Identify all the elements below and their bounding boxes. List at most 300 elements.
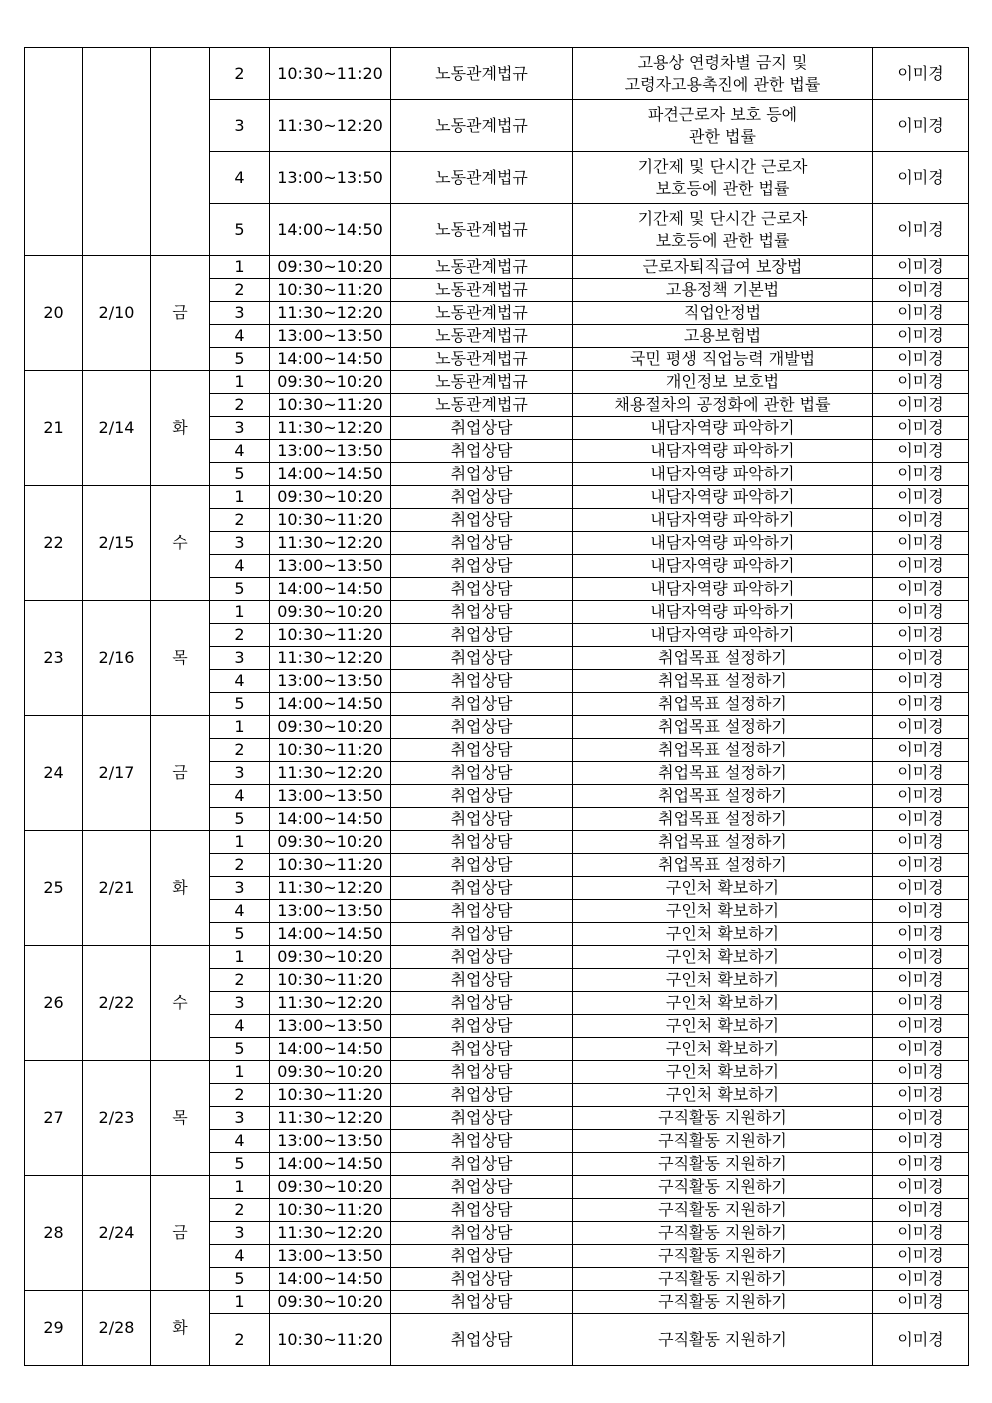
table-row xyxy=(25,48,969,100)
weekday-cell: 수 xyxy=(151,486,210,601)
time-cell: 14:00~14:50 xyxy=(270,1038,391,1061)
topic-cell: 취업목표 설정하기 xyxy=(573,739,873,762)
instructor-cell: 이미경 xyxy=(873,417,969,440)
topic-cell: 취업목표 설정하기 xyxy=(573,716,873,739)
subject-cell: 취업상담 xyxy=(391,739,573,762)
subject-cell: 취업상담 xyxy=(391,555,573,578)
period-cell: 1 xyxy=(210,1061,270,1084)
time-cell: 11:30~12:20 xyxy=(270,647,391,670)
subject-cell: 노동관계법규 xyxy=(391,256,573,279)
period-cell: 2 xyxy=(210,394,270,417)
topic-cell: 구직활동 지원하기 xyxy=(573,1245,873,1268)
time-cell: 10:30~11:20 xyxy=(270,1199,391,1222)
time-cell: 10:30~11:20 xyxy=(270,739,391,762)
instructor-cell: 이미경 xyxy=(873,578,969,601)
instructor-cell: 이미경 xyxy=(873,601,969,624)
instructor-cell: 이미경 xyxy=(873,302,969,325)
instructor-cell: 이미경 xyxy=(873,1084,969,1107)
period-cell: 4 xyxy=(210,670,270,693)
time-cell: 13:00~13:50 xyxy=(270,555,391,578)
weekday-cell: 화 xyxy=(151,371,210,486)
instructor-cell: 이미경 xyxy=(873,693,969,716)
time-cell: 11:30~12:20 xyxy=(270,532,391,555)
subject-cell: 취업상담 xyxy=(391,877,573,900)
subject-cell: 취업상담 xyxy=(391,1245,573,1268)
topic-cell: 내담자역량 파악하기 xyxy=(573,532,873,555)
date-cell: 2/10 xyxy=(83,256,151,371)
subject-cell: 취업상담 xyxy=(391,1222,573,1245)
day-number-cell: 21 xyxy=(25,371,83,486)
period-cell: 1 xyxy=(210,371,270,394)
day-number-cell: 29 xyxy=(25,1291,83,1366)
time-cell: 10:30~11:20 xyxy=(270,279,391,302)
table-row xyxy=(25,1061,969,1084)
period-cell: 5 xyxy=(210,808,270,831)
day-number-cell: 27 xyxy=(25,1061,83,1176)
topic-cell: 구직활동 지원하기 xyxy=(573,1130,873,1153)
subject-cell: 취업상담 xyxy=(391,624,573,647)
weekday-cell: 금 xyxy=(151,1176,210,1291)
subject-cell: 취업상담 xyxy=(391,601,573,624)
instructor-cell: 이미경 xyxy=(873,1038,969,1061)
period-cell: 4 xyxy=(210,1015,270,1038)
instructor-cell: 이미경 xyxy=(873,348,969,371)
instructor-cell: 이미경 xyxy=(873,969,969,992)
subject-cell: 취업상담 xyxy=(391,417,573,440)
date-cell: 2/22 xyxy=(83,946,151,1061)
topic-cell: 내담자역량 파악하기 xyxy=(573,601,873,624)
instructor-cell: 이미경 xyxy=(873,1222,969,1245)
time-cell: 14:00~14:50 xyxy=(270,1153,391,1176)
subject-cell: 취업상담 xyxy=(391,532,573,555)
day-number-cell: 22 xyxy=(25,486,83,601)
time-cell: 14:00~14:50 xyxy=(270,578,391,601)
subject-cell: 노동관계법규 xyxy=(391,371,573,394)
instructor-cell: 이미경 xyxy=(873,555,969,578)
date-cell: 2/16 xyxy=(83,601,151,716)
time-cell: 13:00~13:50 xyxy=(270,1245,391,1268)
time-cell: 10:30~11:20 xyxy=(270,624,391,647)
day-number-cell: 24 xyxy=(25,716,83,831)
period-cell: 5 xyxy=(210,204,270,256)
date-cell xyxy=(83,48,151,256)
instructor-cell: 이미경 xyxy=(873,1130,969,1153)
time-cell: 14:00~14:50 xyxy=(270,463,391,486)
period-cell: 1 xyxy=(210,1291,270,1314)
instructor-cell: 이미경 xyxy=(873,440,969,463)
topic-cell: 개인정보 보호법 xyxy=(573,371,873,394)
period-cell: 5 xyxy=(210,1268,270,1291)
period-cell: 1 xyxy=(210,831,270,854)
subject-cell: 취업상담 xyxy=(391,900,573,923)
topic-cell: 내담자역량 파악하기 xyxy=(573,486,873,509)
subject-cell: 노동관계법규 xyxy=(391,302,573,325)
instructor-cell: 이미경 xyxy=(873,204,969,256)
instructor-cell: 이미경 xyxy=(873,1176,969,1199)
topic-cell: 구인처 확보하기 xyxy=(573,969,873,992)
table-row xyxy=(25,1176,969,1199)
weekday-cell: 목 xyxy=(151,1061,210,1176)
period-cell: 2 xyxy=(210,509,270,532)
instructor-cell: 이미경 xyxy=(873,509,969,532)
subject-cell: 취업상담 xyxy=(391,785,573,808)
instructor-cell: 이미경 xyxy=(873,739,969,762)
instructor-cell: 이미경 xyxy=(873,808,969,831)
weekday-cell: 화 xyxy=(151,831,210,946)
subject-cell: 취업상담 xyxy=(391,463,573,486)
topic-cell xyxy=(573,100,873,152)
time-cell: 11:30~12:20 xyxy=(270,417,391,440)
topic-cell: 구직활동 지원하기 xyxy=(573,1107,873,1130)
instructor-cell: 이미경 xyxy=(873,1153,969,1176)
topic-cell: 구인처 확보하기 xyxy=(573,1038,873,1061)
time-cell: 10:30~11:20 xyxy=(270,969,391,992)
topic-cell: 취업목표 설정하기 xyxy=(573,670,873,693)
topic-cell: 취업목표 설정하기 xyxy=(573,854,873,877)
instructor-cell: 이미경 xyxy=(873,152,969,204)
subject-cell: 취업상담 xyxy=(391,509,573,532)
subject-cell: 노동관계법규 xyxy=(391,279,573,302)
time-cell: 10:30~11:20 xyxy=(270,1084,391,1107)
subject-cell: 취업상담 xyxy=(391,1268,573,1291)
instructor-cell: 이미경 xyxy=(873,900,969,923)
time-cell: 09:30~10:20 xyxy=(270,831,391,854)
topic-cell: 구인처 확보하기 xyxy=(573,992,873,1015)
period-cell: 5 xyxy=(210,1153,270,1176)
topic-cell: 취업목표 설정하기 xyxy=(573,762,873,785)
subject-cell: 취업상담 xyxy=(391,1107,573,1130)
instructor-cell: 이미경 xyxy=(873,831,969,854)
period-cell: 2 xyxy=(210,969,270,992)
subject-cell: 취업상담 xyxy=(391,946,573,969)
time-cell: 11:30~12:20 xyxy=(270,877,391,900)
time-cell: 10:30~11:20 xyxy=(270,394,391,417)
topic-line: 고령자고용촉진에 관한 법률 xyxy=(624,74,821,94)
topic-cell: 내담자역량 파악하기 xyxy=(573,624,873,647)
subject-cell: 노동관계법규 xyxy=(391,152,573,204)
period-cell: 5 xyxy=(210,693,270,716)
subject-cell: 취업상담 xyxy=(391,762,573,785)
period-cell: 5 xyxy=(210,1038,270,1061)
day-number-cell: 26 xyxy=(25,946,83,1061)
topic-cell xyxy=(573,48,873,100)
period-cell: 3 xyxy=(210,302,270,325)
period-cell: 2 xyxy=(210,1314,270,1366)
instructor-cell: 이미경 xyxy=(873,647,969,670)
period-cell: 1 xyxy=(210,946,270,969)
subject-cell: 노동관계법규 xyxy=(391,394,573,417)
topic-cell: 직업안정법 xyxy=(573,302,873,325)
period-cell: 1 xyxy=(210,601,270,624)
instructor-cell: 이미경 xyxy=(873,100,969,152)
date-cell: 2/28 xyxy=(83,1291,151,1366)
time-cell: 13:00~13:50 xyxy=(270,325,391,348)
subject-cell: 취업상담 xyxy=(391,693,573,716)
time-cell: 10:30~11:20 xyxy=(270,509,391,532)
weekday-cell: 금 xyxy=(151,256,210,371)
topic-cell xyxy=(573,152,873,204)
period-cell: 3 xyxy=(210,417,270,440)
time-cell: 14:00~14:50 xyxy=(270,808,391,831)
subject-cell: 취업상담 xyxy=(391,1153,573,1176)
instructor-cell: 이미경 xyxy=(873,279,969,302)
topic-cell: 구직활동 지원하기 xyxy=(573,1199,873,1222)
instructor-cell: 이미경 xyxy=(873,48,969,100)
instructor-cell: 이미경 xyxy=(873,785,969,808)
subject-cell: 취업상담 xyxy=(391,1291,573,1314)
topic-cell: 취업목표 설정하기 xyxy=(573,647,873,670)
table-row xyxy=(25,486,969,509)
period-cell: 1 xyxy=(210,1176,270,1199)
period-cell: 5 xyxy=(210,348,270,371)
subject-cell: 취업상담 xyxy=(391,1084,573,1107)
period-cell: 1 xyxy=(210,486,270,509)
topic-cell: 내담자역량 파악하기 xyxy=(573,578,873,601)
topic-cell: 구직활동 지원하기 xyxy=(573,1314,873,1366)
subject-cell: 취업상담 xyxy=(391,831,573,854)
subject-cell: 취업상담 xyxy=(391,854,573,877)
instructor-cell: 이미경 xyxy=(873,624,969,647)
table-row xyxy=(25,716,969,739)
period-cell: 2 xyxy=(210,624,270,647)
subject-cell: 노동관계법규 xyxy=(391,100,573,152)
weekday-cell: 화 xyxy=(151,1291,210,1366)
instructor-cell: 이미경 xyxy=(873,670,969,693)
weekday-cell: 금 xyxy=(151,716,210,831)
period-cell: 2 xyxy=(210,854,270,877)
time-cell: 09:30~10:20 xyxy=(270,256,391,279)
topic-cell: 구인처 확보하기 xyxy=(573,923,873,946)
period-cell: 5 xyxy=(210,923,270,946)
instructor-cell: 이미경 xyxy=(873,946,969,969)
time-cell: 13:00~13:50 xyxy=(270,152,391,204)
topic-cell xyxy=(573,204,873,256)
instructor-cell: 이미경 xyxy=(873,394,969,417)
period-cell: 4 xyxy=(210,152,270,204)
time-cell: 14:00~14:50 xyxy=(270,1268,391,1291)
day-number-cell: 25 xyxy=(25,831,83,946)
topic-cell: 구인처 확보하기 xyxy=(573,900,873,923)
period-cell: 3 xyxy=(210,992,270,1015)
subject-cell: 노동관계법규 xyxy=(391,204,573,256)
time-cell: 11:30~12:20 xyxy=(270,100,391,152)
topic-cell: 구인처 확보하기 xyxy=(573,877,873,900)
subject-cell: 취업상담 xyxy=(391,1314,573,1366)
subject-cell: 노동관계법규 xyxy=(391,348,573,371)
table-row xyxy=(25,946,969,969)
topic-cell: 구인처 확보하기 xyxy=(573,1015,873,1038)
weekday-cell: 목 xyxy=(151,601,210,716)
instructor-cell: 이미경 xyxy=(873,854,969,877)
period-cell: 3 xyxy=(210,762,270,785)
time-cell: 09:30~10:20 xyxy=(270,1176,391,1199)
topic-cell: 국민 평생 직업능력 개발법 xyxy=(573,348,873,371)
weekday-cell xyxy=(151,48,210,256)
time-cell: 13:00~13:50 xyxy=(270,785,391,808)
topic-cell: 구직활동 지원하기 xyxy=(573,1176,873,1199)
topic-cell: 취업목표 설정하기 xyxy=(573,785,873,808)
topic-cell: 내담자역량 파악하기 xyxy=(573,509,873,532)
time-cell: 09:30~10:20 xyxy=(270,716,391,739)
subject-cell: 취업상담 xyxy=(391,808,573,831)
subject-cell: 취업상담 xyxy=(391,578,573,601)
topic-line: 관한 법률 xyxy=(689,126,756,146)
period-cell: 2 xyxy=(210,279,270,302)
instructor-cell: 이미경 xyxy=(873,1268,969,1291)
instructor-cell: 이미경 xyxy=(873,1314,969,1366)
topic-line: 기간제 및 단시간 근로자 xyxy=(637,156,808,176)
topic-cell: 구직활동 지원하기 xyxy=(573,1153,873,1176)
day-number-cell: 23 xyxy=(25,601,83,716)
topic-line: 보호등에 관한 법률 xyxy=(655,178,790,198)
subject-cell: 취업상담 xyxy=(391,1061,573,1084)
subject-cell: 취업상담 xyxy=(391,992,573,1015)
period-cell: 3 xyxy=(210,1222,270,1245)
topic-line: 고용상 연령차별 금지 및 xyxy=(637,52,808,72)
instructor-cell: 이미경 xyxy=(873,486,969,509)
subject-cell: 취업상담 xyxy=(391,670,573,693)
time-cell: 14:00~14:50 xyxy=(270,348,391,371)
time-cell: 09:30~10:20 xyxy=(270,946,391,969)
schedule-body xyxy=(25,48,969,1366)
instructor-cell: 이미경 xyxy=(873,1291,969,1314)
topic-line: 파견근로자 보호 등에 xyxy=(647,104,798,124)
table-row xyxy=(25,831,969,854)
instructor-cell: 이미경 xyxy=(873,463,969,486)
instructor-cell: 이미경 xyxy=(873,256,969,279)
period-cell: 1 xyxy=(210,256,270,279)
instructor-cell: 이미경 xyxy=(873,1199,969,1222)
instructor-cell: 이미경 xyxy=(873,877,969,900)
schedule-table xyxy=(24,47,969,1366)
period-cell: 3 xyxy=(210,1107,270,1130)
subject-cell: 취업상담 xyxy=(391,1015,573,1038)
period-cell: 5 xyxy=(210,463,270,486)
period-cell: 3 xyxy=(210,532,270,555)
time-cell: 13:00~13:50 xyxy=(270,1015,391,1038)
period-cell: 2 xyxy=(210,739,270,762)
subject-cell: 노동관계법규 xyxy=(391,325,573,348)
time-cell: 09:30~10:20 xyxy=(270,371,391,394)
day-number-cell xyxy=(25,48,83,256)
subject-cell: 취업상담 xyxy=(391,969,573,992)
topic-cell: 고용보험법 xyxy=(573,325,873,348)
time-cell: 14:00~14:50 xyxy=(270,923,391,946)
time-cell: 09:30~10:20 xyxy=(270,601,391,624)
period-cell: 1 xyxy=(210,716,270,739)
instructor-cell: 이미경 xyxy=(873,371,969,394)
time-cell: 14:00~14:50 xyxy=(270,693,391,716)
time-cell: 10:30~11:20 xyxy=(270,1314,391,1366)
instructor-cell: 이미경 xyxy=(873,923,969,946)
date-cell: 2/24 xyxy=(83,1176,151,1291)
table-row xyxy=(25,256,969,279)
period-cell: 4 xyxy=(210,785,270,808)
topic-cell: 내담자역량 파악하기 xyxy=(573,440,873,463)
date-cell: 2/15 xyxy=(83,486,151,601)
topic-cell: 채용절차의 공정화에 관한 법률 xyxy=(573,394,873,417)
date-cell: 2/14 xyxy=(83,371,151,486)
table-row xyxy=(25,371,969,394)
topic-cell: 내담자역량 파악하기 xyxy=(573,463,873,486)
topic-cell: 내담자역량 파악하기 xyxy=(573,417,873,440)
time-cell: 09:30~10:20 xyxy=(270,486,391,509)
subject-cell: 취업상담 xyxy=(391,1176,573,1199)
instructor-cell: 이미경 xyxy=(873,1015,969,1038)
instructor-cell: 이미경 xyxy=(873,992,969,1015)
subject-cell: 취업상담 xyxy=(391,647,573,670)
subject-cell: 노동관계법규 xyxy=(391,48,573,100)
period-cell: 2 xyxy=(210,1084,270,1107)
time-cell: 13:00~13:50 xyxy=(270,1130,391,1153)
topic-cell: 근로자퇴직급여 보장법 xyxy=(573,256,873,279)
time-cell: 14:00~14:50 xyxy=(270,204,391,256)
topic-cell: 취업목표 설정하기 xyxy=(573,831,873,854)
time-cell: 09:30~10:20 xyxy=(270,1291,391,1314)
time-cell: 10:30~11:20 xyxy=(270,48,391,100)
table-row xyxy=(25,1291,969,1314)
instructor-cell: 이미경 xyxy=(873,1061,969,1084)
time-cell: 11:30~12:20 xyxy=(270,992,391,1015)
time-cell: 11:30~12:20 xyxy=(270,1222,391,1245)
subject-cell: 취업상담 xyxy=(391,1130,573,1153)
topic-cell: 구직활동 지원하기 xyxy=(573,1222,873,1245)
period-cell: 4 xyxy=(210,325,270,348)
topic-cell: 구인처 확보하기 xyxy=(573,1084,873,1107)
date-cell: 2/17 xyxy=(83,716,151,831)
subject-cell: 취업상담 xyxy=(391,923,573,946)
period-cell: 4 xyxy=(210,1130,270,1153)
topic-line: 보호등에 관한 법률 xyxy=(655,230,790,250)
subject-cell: 취업상담 xyxy=(391,1038,573,1061)
subject-cell: 취업상담 xyxy=(391,1199,573,1222)
time-cell: 11:30~12:20 xyxy=(270,762,391,785)
table-row xyxy=(25,601,969,624)
period-cell: 5 xyxy=(210,578,270,601)
time-cell: 13:00~13:50 xyxy=(270,900,391,923)
subject-cell: 취업상담 xyxy=(391,486,573,509)
topic-cell: 내담자역량 파악하기 xyxy=(573,555,873,578)
time-cell: 09:30~10:20 xyxy=(270,1061,391,1084)
topic-cell: 취업목표 설정하기 xyxy=(573,693,873,716)
period-cell: 4 xyxy=(210,440,270,463)
period-cell: 4 xyxy=(210,1245,270,1268)
topic-line: 기간제 및 단시간 근로자 xyxy=(637,208,808,228)
period-cell: 3 xyxy=(210,877,270,900)
subject-cell: 취업상담 xyxy=(391,440,573,463)
instructor-cell: 이미경 xyxy=(873,762,969,785)
period-cell: 3 xyxy=(210,647,270,670)
topic-cell: 구직활동 지원하기 xyxy=(573,1268,873,1291)
topic-cell: 취업목표 설정하기 xyxy=(573,808,873,831)
subject-cell: 취업상담 xyxy=(391,716,573,739)
period-cell: 4 xyxy=(210,900,270,923)
period-cell: 2 xyxy=(210,48,270,100)
topic-cell: 구직활동 지원하기 xyxy=(573,1291,873,1314)
date-cell: 2/23 xyxy=(83,1061,151,1176)
instructor-cell: 이미경 xyxy=(873,1245,969,1268)
period-cell: 2 xyxy=(210,1199,270,1222)
topic-cell: 고용정책 기본법 xyxy=(573,279,873,302)
day-number-cell: 20 xyxy=(25,256,83,371)
time-cell: 10:30~11:20 xyxy=(270,854,391,877)
instructor-cell: 이미경 xyxy=(873,1107,969,1130)
time-cell: 11:30~12:20 xyxy=(270,1107,391,1130)
instructor-cell: 이미경 xyxy=(873,532,969,555)
time-cell: 13:00~13:50 xyxy=(270,670,391,693)
date-cell: 2/21 xyxy=(83,831,151,946)
period-cell: 3 xyxy=(210,100,270,152)
